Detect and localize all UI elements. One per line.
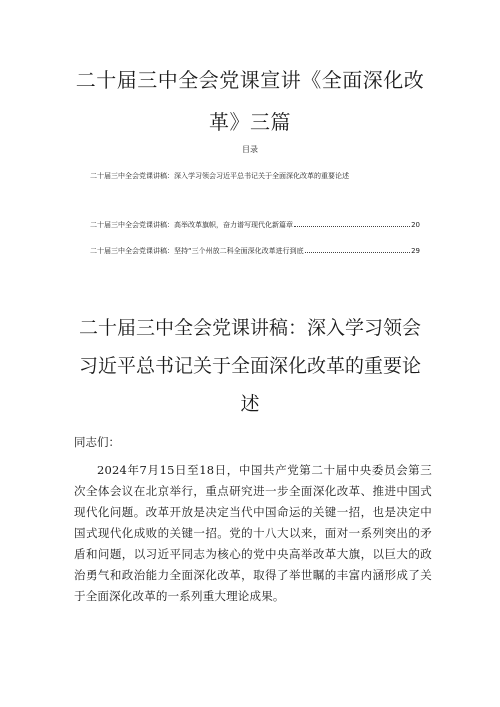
document-title-line-1: 二十届三中全会党课宣讲《全面深化改 <box>75 68 425 92</box>
toc-entry-text: 二十届三中全会党课讲稿：高举改革旗帜，奋力谱写现代化新篇章 <box>90 221 293 229</box>
toc-entry-page: 20 <box>411 221 420 229</box>
document-title-line-2: 革》三篇 <box>209 110 291 134</box>
toc-heading: 目录 <box>242 145 258 154</box>
toc-entry-text: 二十届三中全会党课讲稿：深入学习领会习近平总书记关于全面深化改革的重要论述 <box>90 172 349 180</box>
salutation: 同志们： <box>74 435 120 449</box>
toc-entry[interactable] <box>90 220 420 230</box>
toc-entry[interactable] <box>90 171 420 181</box>
toc-leader <box>294 225 410 227</box>
toc-leader <box>305 251 410 253</box>
section-title-line-1: 二十届三中全会党课讲稿：深入学习领会 <box>78 317 421 339</box>
toc-entry[interactable] <box>90 246 420 256</box>
toc-entry-text: 二十届三中全会党课讲稿：坚持“三个州放二科全面深化改革进行到底 <box>90 247 304 255</box>
section-title-line-3: 述 <box>240 393 260 415</box>
toc-entry-page: 29 <box>411 247 420 255</box>
section-title-line-2: 习近平总书记关于全面深化改革的重要论 <box>78 355 421 377</box>
body-paragraph: 2024年7月15日至18日，中国共产党第二十届中央委员会第三次全体会议在北京举行，重点研究进一步全面深化改革、推进中国式现代化问题。改革开放是决定当代中国命运的关键一招，也是决定中国式现代化成败的关键一招。党的十八大以来，面对一系列突出的矛盾和问题，以习近平同志为核心的党中央高举改革大旗，以巨大的政治勇气和政治能力全面深化改革，取得了举世瞩的丰富内涵形成了关于全面深化改革的一系列重大理论成果。 <box>74 463 432 603</box>
